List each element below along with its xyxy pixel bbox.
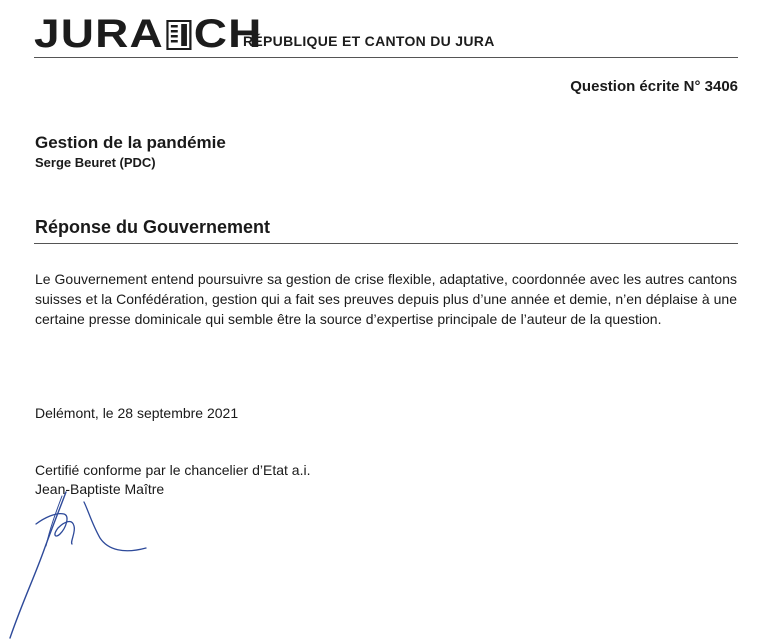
logo-text-right: CH — [193, 12, 263, 56]
header-divider — [34, 57, 738, 58]
handwritten-signature — [0, 488, 180, 642]
jura-ch-logo — [34, 12, 262, 56]
republic-label: RÉPUBLIQUE ET CANTON DU JURA — [243, 33, 495, 49]
section-divider — [34, 243, 738, 244]
response-body: Le Gouvernement entend poursuivre sa gestion de crise flexible, adaptative, coordonnée avec les autres cantons suisses et la Confédération, gestion qui a fait ses preuves depuis plus d’une année et demie, n’en déplaise à une certaine presse dominicale qui semble être la source d’expertise principale de l’auteur de la question. — [35, 271, 737, 327]
certification-line: Certifié conforme par le chancelier d’Etat a.i. — [35, 462, 311, 478]
section-heading: Réponse du Gouvernement — [35, 217, 271, 237]
logo-text-left: JURA — [34, 12, 164, 56]
jura-crozier-icon — [166, 20, 191, 50]
signer-name: Jean-Baptiste Maître — [35, 481, 165, 497]
question-number: Question écrite N° 3406 — [570, 78, 738, 95]
question-title: Gestion de la pandémie — [35, 133, 226, 152]
date-line: Delémont, le 28 septembre 2021 — [35, 405, 239, 421]
question-author: Serge Beuret (PDC) — [35, 155, 156, 170]
